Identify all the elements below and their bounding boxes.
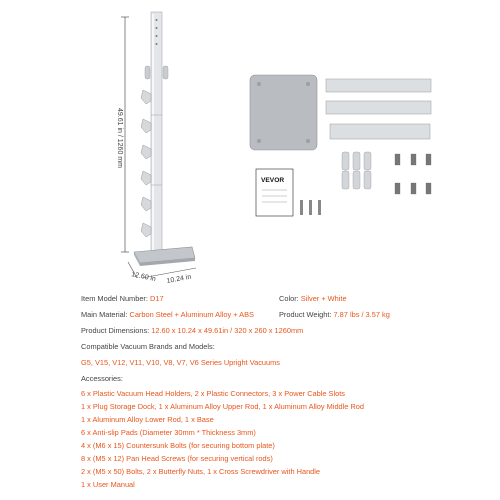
small-hardware: [395, 154, 431, 194]
model-label: Item Model Number:: [81, 294, 148, 303]
height-dimension: [116, 17, 129, 252]
base-plate-part: [250, 75, 317, 150]
material-label: Main Material:: [81, 310, 128, 319]
compat-value: G5, V15, V12, V11, V10, V8, V7, V6 Series Upright Vacuums: [81, 358, 280, 367]
color-label: Color:: [279, 294, 299, 303]
accessory-item: 1 x Aluminum Alloy Lower Rod, 1 x Base: [81, 415, 214, 424]
color-spec: [279, 295, 347, 302]
depth-label: 12.60 in: [130, 271, 157, 284]
accessory-item: 8 x (M5 x 12) Pan Head Screws (for securing vertical rods): [81, 454, 273, 463]
base-dimensions: [128, 262, 196, 285]
accessory-item: 4 x (M6 x 15) Countersunk Bolts (for securing bottom plate): [81, 441, 275, 450]
stand-base: [134, 247, 195, 266]
spec-row-dimensions: [81, 327, 303, 334]
tool-set: [300, 200, 321, 215]
weight-value: 7.87 lbs / 3.57 kg: [333, 310, 390, 319]
parts-panel: [250, 75, 431, 216]
rod-parts: [326, 79, 431, 139]
accessories-label: Accessories:: [81, 374, 123, 383]
accessory-item: 2 x (M5 x 50) Bolts, 2 x Butterfly Nuts, 1 x Cross Screwdriver with Handle: [81, 467, 321, 476]
model-value: D17: [150, 294, 164, 303]
specifications-panel: [81, 295, 486, 495]
accessory-item: 1 x User Manual: [81, 480, 135, 489]
hook-parts: [342, 152, 371, 189]
stand-pole: [145, 12, 168, 260]
accessory-item: 6 x Anti-slip Pads (Diameter 30mm * Thickness 3mm): [81, 428, 256, 437]
manual-brand: VEVOR: [261, 177, 285, 184]
width-label: 10.24 in: [166, 273, 192, 285]
compat-label: Compatible Vacuum Brands and Models:: [81, 342, 215, 351]
height-label: 49.61 in / 1260 mm: [116, 108, 123, 168]
user-manual: [256, 169, 293, 216]
dims-value: 12.60 x 10.24 x 49.61in / 320 x 260 x 1260mm: [151, 326, 304, 335]
dims-label: Product Dimensions:: [81, 326, 150, 335]
spec-row-material: [81, 310, 390, 319]
spec-row-model: [81, 294, 347, 303]
weight-spec: [279, 311, 390, 318]
accessory-item: 6 x Plastic Vacuum Head Holders, 2 x Plastic Connectors, 3 x Power Cable Slots: [81, 389, 345, 398]
accessory-item: 1 x Plug Storage Dock, 1 x Aluminum Alloy Upper Rod, 1 x Aluminum Alloy Middle Rod: [81, 402, 365, 411]
material-value: Carbon Steel + Aluminum Alloy + ABS: [129, 310, 254, 319]
weight-label: Product Weight:: [279, 310, 332, 319]
vacuum-head-holders: [141, 90, 151, 237]
color-value: Silver + White: [300, 294, 347, 303]
